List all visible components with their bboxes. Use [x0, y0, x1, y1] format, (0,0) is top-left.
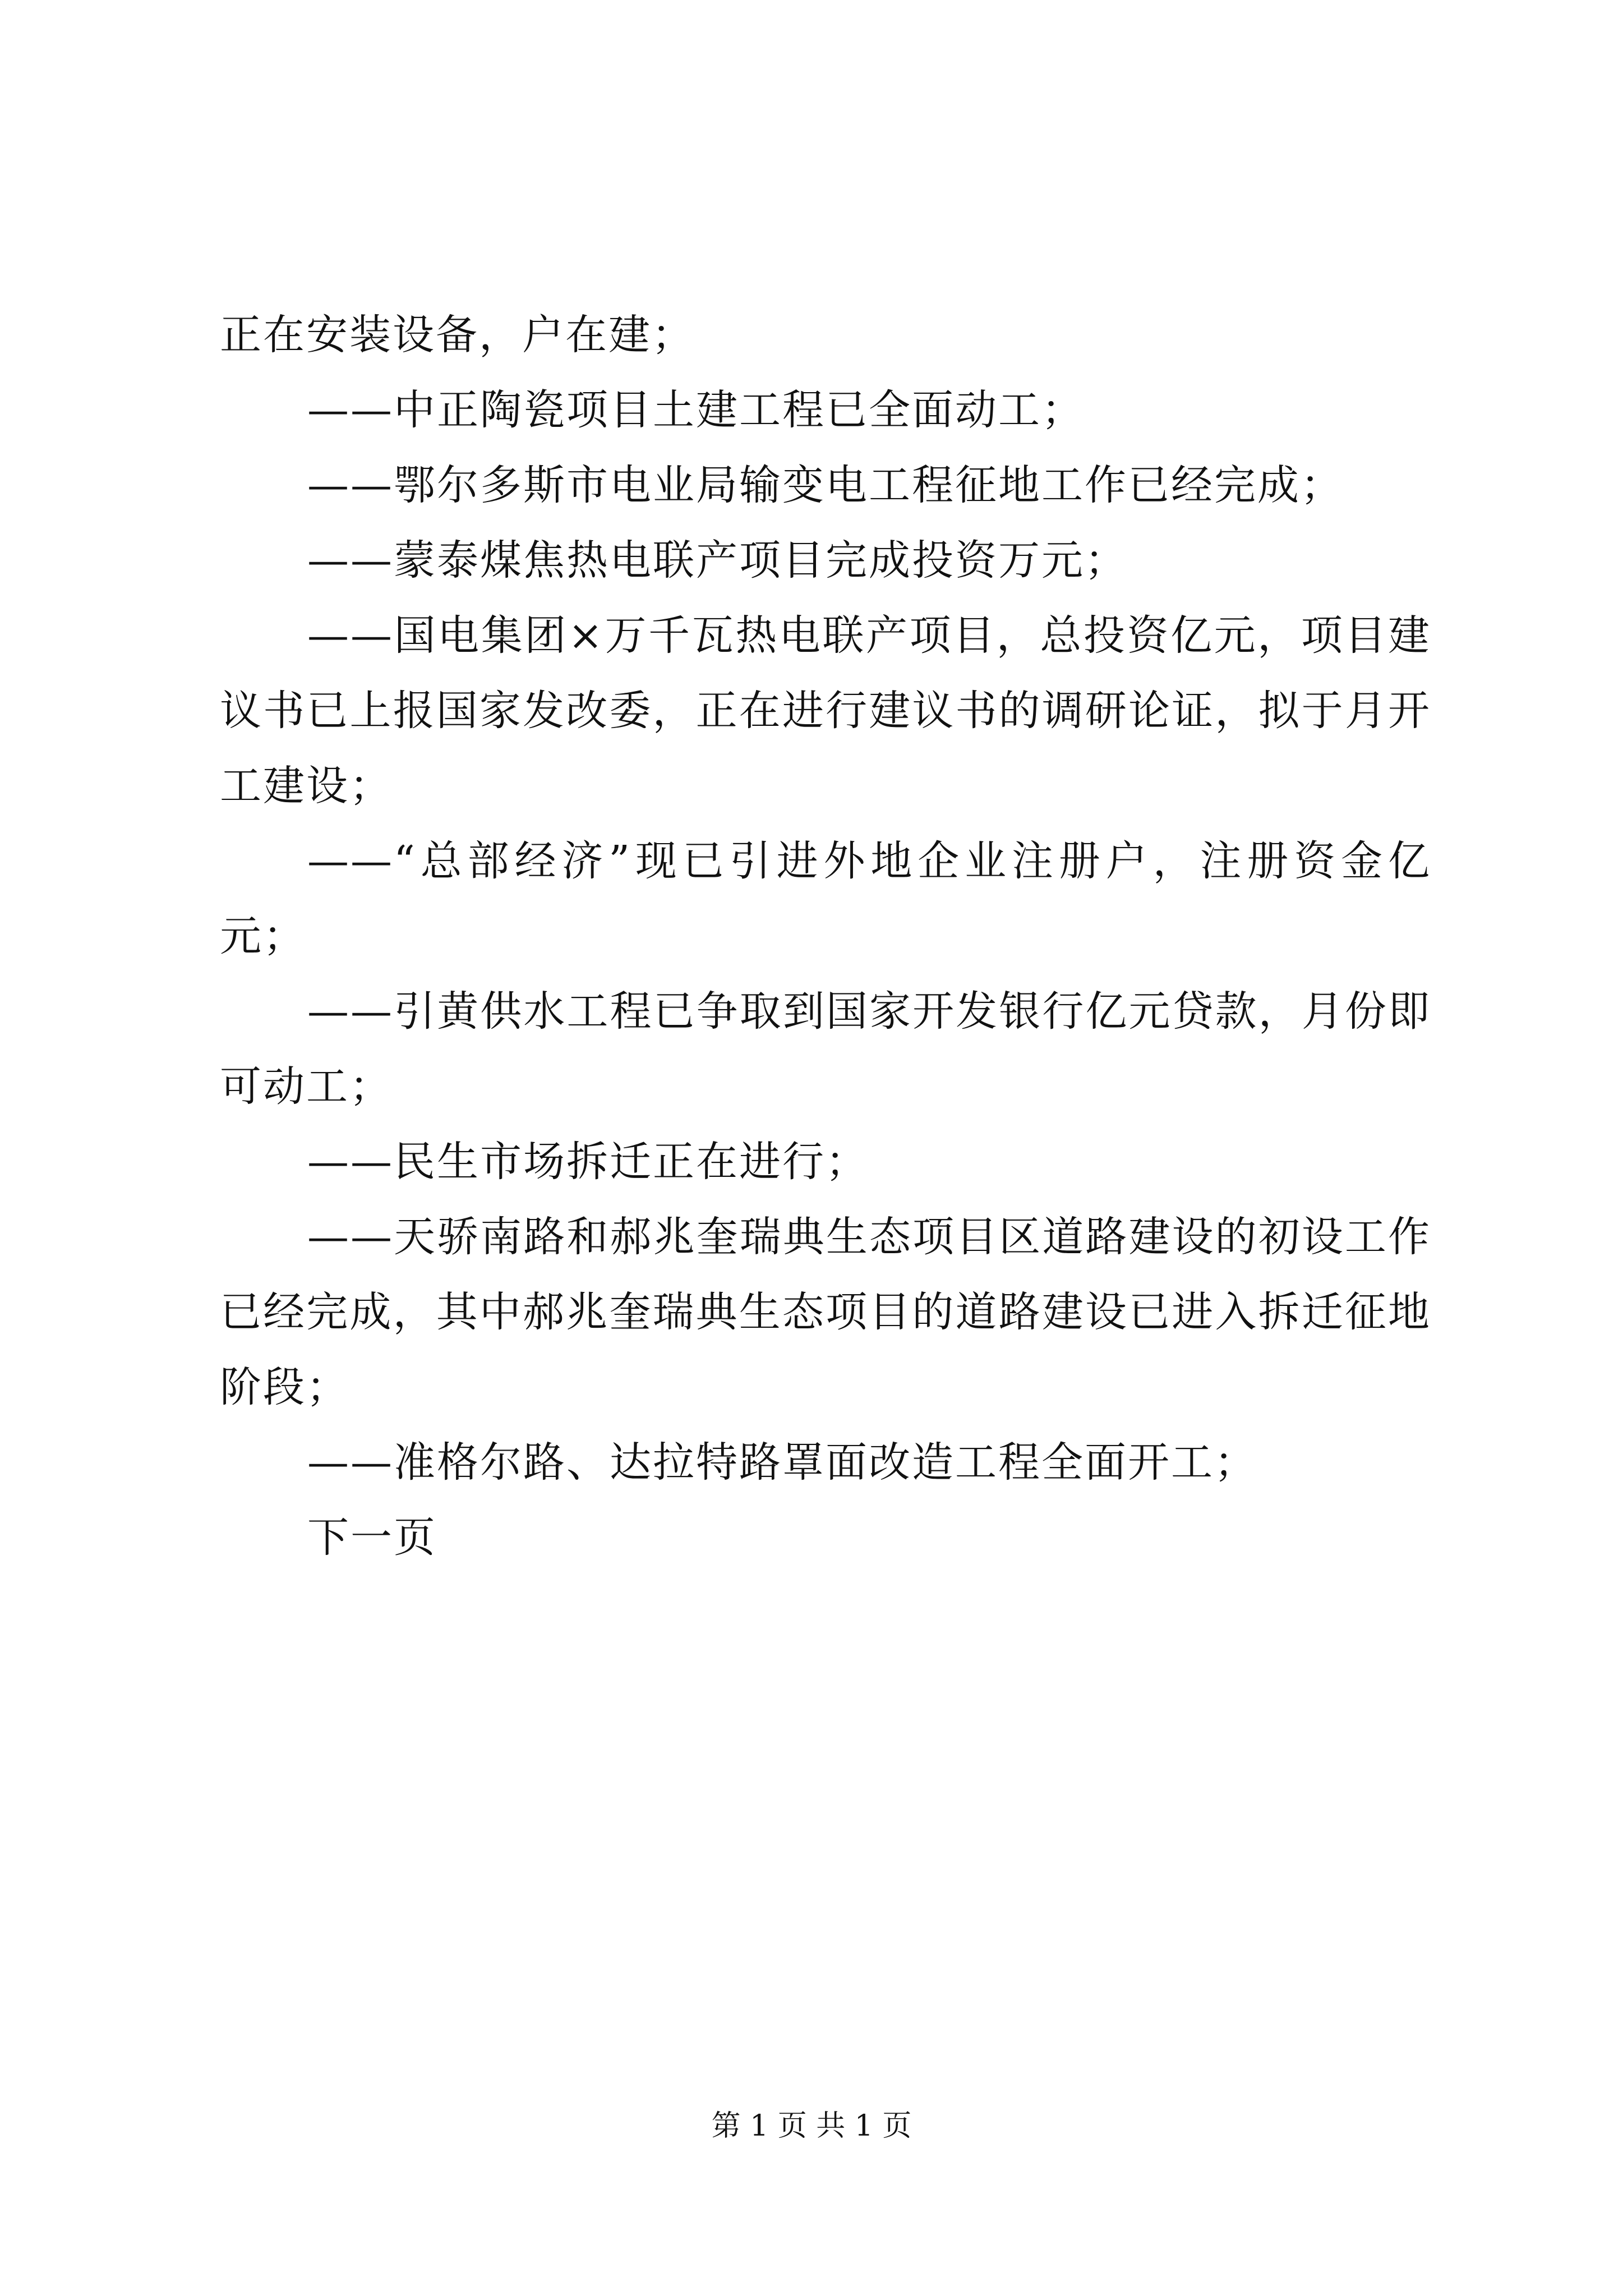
paragraph-item: ——天骄南路和郝兆奎瑞典生态项目区道路建设的初设工作已经完成，其中郝兆奎瑞典生态项目的道路建设已进入拆迁征地阶段；	[220, 1213, 1431, 1411]
paragraph-item: ——引黄供水工程已争取到国家开发银行亿元贷款，月份即可动工；	[220, 987, 1431, 1111]
next-page-link[interactable]: 下一页	[307, 1513, 437, 1562]
paragraph-item: ——国电集团×万千瓦热电联产项目，总投资亿元，项目建议书已上报国家发改委，正在进行建议书的调研论证，拟于月开工建设；	[220, 611, 1431, 810]
paragraph-item: ——中正陶瓷项目土建工程已全面动工；	[307, 386, 1085, 434]
paragraph-item: ——鄂尔多斯市电业局输变电工程征地工作已经完成；	[307, 461, 1344, 509]
paragraph-item: ——蒙泰煤焦热电联产项目完成投资万元；	[307, 536, 1128, 585]
page-footer: 第 1 页 共 1 页	[711, 2109, 912, 2143]
document-body	[220, 297, 1431, 1575]
paragraph-continuation: 正在安装设备，户在建；	[220, 311, 695, 359]
paragraph-item: ——“总部经济”现已引进外地企业注册户，注册资金亿元；	[220, 837, 1431, 960]
paragraph-item: ——民生市场拆迁正在进行；	[307, 1138, 869, 1186]
paragraph-item: ——准格尔路、达拉特路罩面改造工程全面开工；	[307, 1438, 1257, 1487]
